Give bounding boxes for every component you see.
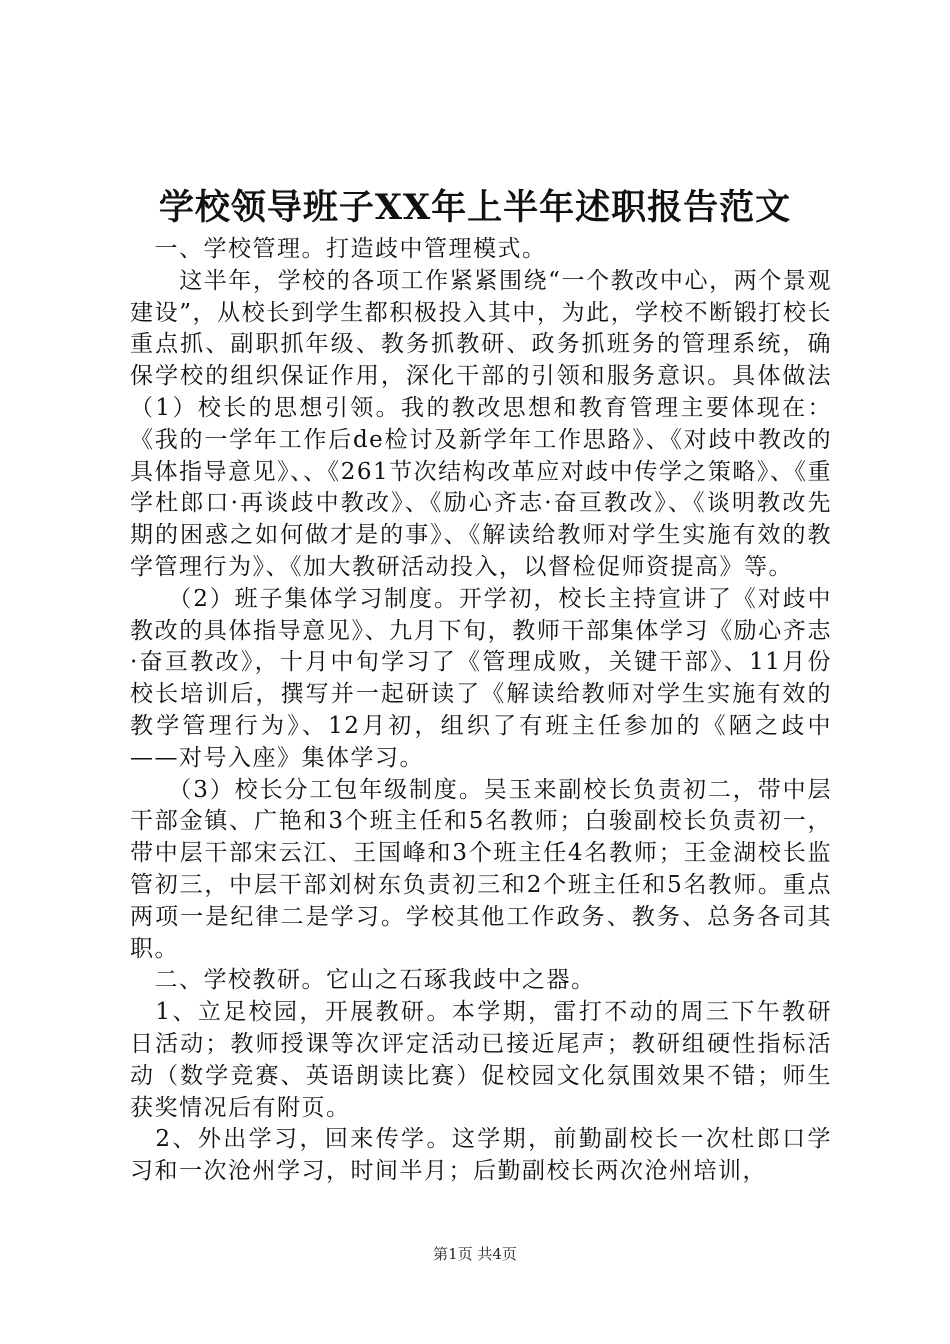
paragraph-management-overview: 这半年，学校的各项工作紧紧围绕“一个教改中心，两个景观建设”，从校长到学生都积极投入其中，为此，学校不断锻打校长重点抓、副职抓年级、教务抓教研、政务抓班务的管理系统，确保学校的组织保证作用，深化干部的引领和服务意识。具体做法（1）校长的思想引领。我的教改思想和教育管理主要体现在：《我的一学年工作后de检讨及新学年工作思路》、《对歧中教改的具体指导意见》、、《261节次结构改革应对歧中传学之策略》、《重学杜郎口·再谈歧中教改》、《励心齐志·奋亘教改》、《谈明教改先期的困惑之如何做才是的事》、《解读给教师对学生实施有效的教学管理行为》、《加大教研活动投入，以督检促师资提高》等。 xyxy=(130,267,832,580)
paragraph-section-1-heading: 一、学校管理。打造歧中管理模式。 xyxy=(130,236,547,262)
page-footer: 第1页 共4页 xyxy=(433,1245,517,1263)
paragraph-grade-division: （3）校长分工包年级制度。吴玉来副校长负责初二，带中层干部金镇、广艳和3个班主任和5名教师；白骏副校长负责初一，带中层干部宋云江、王国峰和3个班主任4名教师；王金湖校长监管初三，中层干部刘树东负责初三和2个班主任和5名教师。重点两项一是纪律二是学习。学校其他工作政务、教务、总务各司其职。 xyxy=(130,776,832,962)
paragraph-team-study: （2）班子集体学习制度。开学初，校长主持宣讲了《对歧中教改的具体指导意见》、九月下旬，教师干部集体学习《励心齐志·奋亘教改》，十月中旬学习了《管理成败，关键干部》、11月份校长培训后，撰写并一起研读了《解读给教师对学生实施有效的教学管理行为》、12月初，组织了有班主任参加的《陋之歧中——对号入座》集体学习。 xyxy=(130,585,832,771)
paragraph-campus-research: 1、立足校园，开展教研。本学期，雷打不动的周三下午教研日活动；教师授课等次评定活动已接近尾声；教研组硬性指标活动（数学竞赛、英语朗读比赛）促校园文化氛围效果不错；师生获奖情况后有附页。 xyxy=(130,999,832,1121)
paragraph-external-study: 2、外出学习，回来传学。这学期，前勤副校长一次杜郎口学习和一次沧州学习，时间半月；后勤副校长两次沧州培训， xyxy=(130,1126,832,1185)
document-title: 学校领导班子XX年上半年述职报告范文 xyxy=(158,187,792,228)
document-body xyxy=(130,234,832,1188)
paragraph-section-2-heading: 二、学校教研。它山之石琢我歧中之器。 xyxy=(130,967,596,994)
